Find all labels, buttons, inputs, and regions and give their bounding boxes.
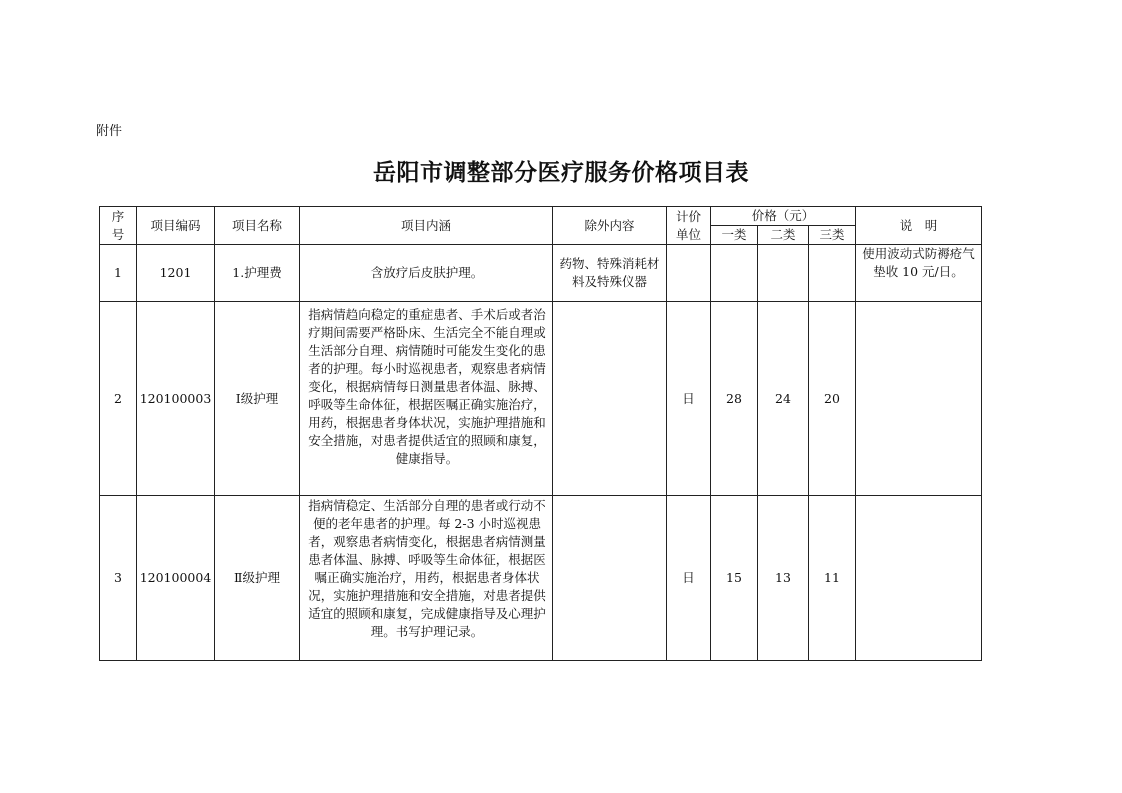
table-row <box>100 302 982 496</box>
header-unit: 计价单位 <box>667 207 711 245</box>
cell-note: 使用波动式防褥疮气垫收 10 元/日。 <box>856 245 982 302</box>
attachment-label: 附件 <box>96 124 123 139</box>
cell-name: 1.护理费 <box>215 245 300 302</box>
table-row <box>100 245 982 302</box>
header-class1: 一类 <box>711 226 758 245</box>
header-class3: 三类 <box>809 226 856 245</box>
cell-code: 120100003 <box>137 302 215 496</box>
cell-unit: 日 <box>667 302 711 496</box>
cell-class3: 20 <box>809 302 856 496</box>
header-seq: 序号 <box>100 207 137 245</box>
cell-note <box>856 302 982 496</box>
cell-code: 120100004 <box>137 496 215 661</box>
cell-content: 指病情趋向稳定的重症患者、手术后或者治疗期间需要严格卧床、生活完全不能自理或生活部分自理、病情随时可能发生变化的患者的护理。每小时巡视患者，观察患者病情变化，根据病情每日测量患者体温、脉搏、呼吸等生命体征，根据医嘱正确实施治疗，用药，根据患者身体状况，实施护理措施和安全措施，对患者提供适宜的照顾和康复，健康指导。 <box>300 302 553 496</box>
cell-excluded <box>553 302 667 496</box>
header-row <box>100 207 982 226</box>
header-excluded: 除外内容 <box>553 207 667 245</box>
cell-class1 <box>711 245 758 302</box>
header-name: 项目名称 <box>215 207 300 245</box>
cell-class2: 24 <box>758 302 809 496</box>
cell-name: Ⅱ级护理 <box>215 496 300 661</box>
cell-class3: 11 <box>809 496 856 661</box>
cell-excluded <box>553 496 667 661</box>
cell-class2 <box>758 245 809 302</box>
price-table <box>99 206 982 661</box>
header-code: 项目编码 <box>137 207 215 245</box>
header-note: 说 明 <box>856 207 982 245</box>
cell-unit: 日 <box>667 496 711 661</box>
cell-excluded: 药物、特殊消耗材料及特殊仪器 <box>553 245 667 302</box>
page-title: 岳阳市调整部分医疗服务价格项目表 <box>373 159 749 186</box>
cell-content: 指病情稳定、生活部分自理的患者或行动不便的老年患者的护理。每 2-3 小时巡视患者，观察患者病情变化，根据患者病情测量患者体温、脉搏、呼吸等生命体征，根据医嘱正确实施治疗，用药，根据患者身体状况，实施护理措施和安全措施，对患者提供适宜的照顾和康复，完成健康指导及心理护理。书写护理记录。 <box>300 496 553 661</box>
cell-code: 1201 <box>137 245 215 302</box>
cell-content: 含放疗后皮肤护理。 <box>300 245 553 302</box>
cell-name: Ⅰ级护理 <box>215 302 300 496</box>
cell-class3 <box>809 245 856 302</box>
cell-unit <box>667 245 711 302</box>
header-content: 项目内涵 <box>300 207 553 245</box>
cell-class1: 28 <box>711 302 758 496</box>
cell-note <box>856 496 982 661</box>
cell-seq: 1 <box>100 245 137 302</box>
header-class2: 二类 <box>758 226 809 245</box>
header-price: 价格（元） <box>711 207 856 226</box>
table-row <box>100 496 982 661</box>
cell-class1: 15 <box>711 496 758 661</box>
cell-seq: 3 <box>100 496 137 661</box>
cell-seq: 2 <box>100 302 137 496</box>
cell-class2: 13 <box>758 496 809 661</box>
